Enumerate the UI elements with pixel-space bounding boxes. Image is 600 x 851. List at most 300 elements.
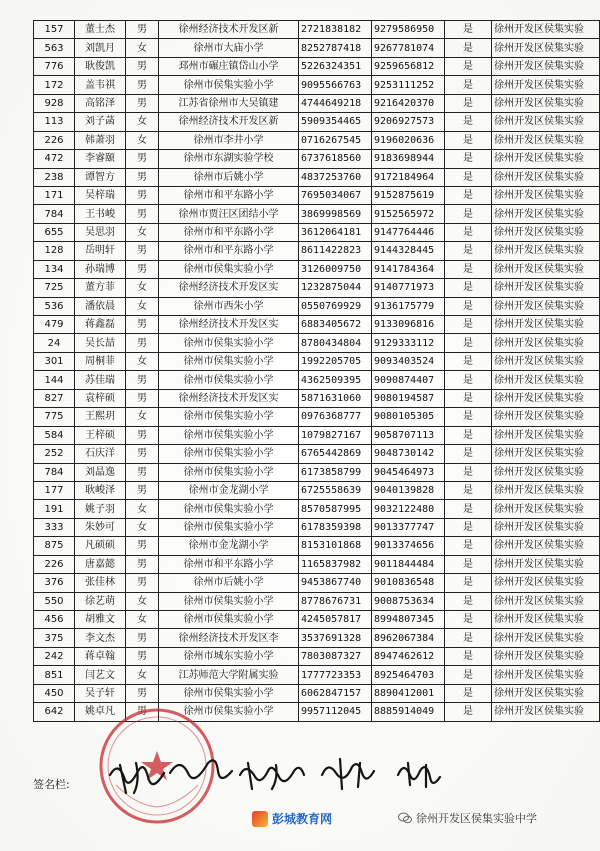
id-code-cell: 3869998569 bbox=[299, 205, 372, 223]
qualified-flag-cell: 是 bbox=[445, 39, 492, 57]
id-code-cell: 8153101868 bbox=[299, 537, 372, 555]
qualified-flag-cell: 是 bbox=[445, 426, 492, 444]
admitted-school-cell: 徐州开发区侯集实验 bbox=[492, 297, 600, 315]
student-number-cell: 144 bbox=[34, 371, 75, 389]
student-name-cell: 盖韦祺 bbox=[75, 76, 126, 94]
score-code-cell: 9136175779 bbox=[372, 297, 445, 315]
signature-label: 签名栏: bbox=[33, 778, 70, 791]
student-number-cell: 827 bbox=[34, 389, 75, 407]
score-code-cell: 9141784364 bbox=[372, 260, 445, 278]
qualified-flag-cell: 是 bbox=[445, 463, 492, 481]
student-name-cell: 徐艺萌 bbox=[75, 592, 126, 610]
student-number-cell: 479 bbox=[34, 316, 75, 334]
qualified-flag-cell: 是 bbox=[445, 389, 492, 407]
previous-school-cell: 徐州市侯集实验小学 bbox=[159, 463, 299, 481]
student-name-cell: 姚子羽 bbox=[75, 500, 126, 518]
student-number-cell: 242 bbox=[34, 647, 75, 665]
student-gender-cell: 男 bbox=[126, 334, 159, 352]
student-number-cell: 113 bbox=[34, 113, 75, 131]
score-code-cell: 8994807345 bbox=[372, 611, 445, 629]
admitted-school-cell: 徐州开发区侯集实验 bbox=[492, 223, 600, 241]
table-row bbox=[34, 408, 600, 426]
id-code-cell: 6173858799 bbox=[299, 463, 372, 481]
score-code-cell: 9147764446 bbox=[372, 223, 445, 241]
id-code-cell: 0716267545 bbox=[299, 131, 372, 149]
qualified-flag-cell: 是 bbox=[445, 371, 492, 389]
previous-school-cell: 徐州市侯集实验小学 bbox=[159, 703, 299, 721]
admitted-school-cell: 徐州开发区侯集实验 bbox=[492, 39, 600, 57]
table-row bbox=[34, 57, 600, 75]
previous-school-cell: 徐州市和平东路小学 bbox=[159, 555, 299, 573]
student-name-cell: 凡硕硕 bbox=[75, 537, 126, 555]
score-code-cell: 9008753634 bbox=[372, 592, 445, 610]
previous-school-cell: 徐州市后姚小学 bbox=[159, 168, 299, 186]
table-row bbox=[34, 389, 600, 407]
student-name-cell: 周桐菲 bbox=[75, 352, 126, 370]
student-name-cell: 张佳林 bbox=[75, 574, 126, 592]
table-row bbox=[34, 426, 600, 444]
id-code-cell: 5909354465 bbox=[299, 113, 372, 131]
student-number-cell: 128 bbox=[34, 242, 75, 260]
id-code-cell: 1992205705 bbox=[299, 352, 372, 370]
score-code-cell: 9032122480 bbox=[372, 500, 445, 518]
qualified-flag-cell: 是 bbox=[445, 168, 492, 186]
table-row bbox=[34, 76, 600, 94]
admitted-school-cell: 徐州开发区侯集实验 bbox=[492, 316, 600, 334]
id-code-cell: 1777723353 bbox=[299, 666, 372, 684]
id-code-cell: 9095566763 bbox=[299, 76, 372, 94]
student-name-cell: 唐嘉懿 bbox=[75, 555, 126, 573]
student-name-cell: 潘依晨 bbox=[75, 297, 126, 315]
student-number-cell: 252 bbox=[34, 445, 75, 463]
student-gender-cell: 男 bbox=[126, 481, 159, 499]
table-row bbox=[34, 186, 600, 204]
qualified-flag-cell: 是 bbox=[445, 518, 492, 536]
table-row bbox=[34, 666, 600, 684]
qualified-flag-cell: 是 bbox=[445, 408, 492, 426]
qualified-flag-cell: 是 bbox=[445, 297, 492, 315]
student-gender-cell: 女 bbox=[126, 500, 159, 518]
table-row bbox=[34, 574, 600, 592]
score-code-cell: 9140771973 bbox=[372, 279, 445, 297]
table-row bbox=[34, 21, 600, 39]
student-name-cell: 吴梓瑞 bbox=[75, 186, 126, 204]
admitted-school-cell: 徐州开发区侯集实验 bbox=[492, 76, 600, 94]
student-name-cell: 高铭泽 bbox=[75, 94, 126, 112]
admitted-school-cell: 徐州开发区侯集实验 bbox=[492, 518, 600, 536]
student-name-cell: 吴长喆 bbox=[75, 334, 126, 352]
previous-school-cell: 徐州市城东实验小学 bbox=[159, 647, 299, 665]
student-name-cell: 李睿颐 bbox=[75, 150, 126, 168]
admitted-school-cell: 徐州开发区侯集实验 bbox=[492, 445, 600, 463]
id-code-cell: 6765442869 bbox=[299, 445, 372, 463]
admitted-school-cell: 徐州开发区侯集实验 bbox=[492, 555, 600, 573]
table-row bbox=[34, 131, 600, 149]
admitted-school-cell: 徐州开发区侯集实验 bbox=[492, 371, 600, 389]
student-number-cell: 472 bbox=[34, 150, 75, 168]
student-name-cell: 苏佳瑞 bbox=[75, 371, 126, 389]
score-code-cell: 9172184964 bbox=[372, 168, 445, 186]
previous-school-cell: 徐州经济技术开发区实 bbox=[159, 316, 299, 334]
student-number-cell: 550 bbox=[34, 592, 75, 610]
table-row bbox=[34, 223, 600, 241]
qualified-flag-cell: 是 bbox=[445, 334, 492, 352]
previous-school-cell: 徐州市侯集实验小学 bbox=[159, 611, 299, 629]
id-code-cell: 5871631060 bbox=[299, 389, 372, 407]
qualified-flag-cell: 是 bbox=[445, 131, 492, 149]
score-code-cell: 9013377747 bbox=[372, 518, 445, 536]
previous-school-cell: 徐州市金龙湖小学 bbox=[159, 537, 299, 555]
admitted-school-cell: 徐州开发区侯集实验 bbox=[492, 574, 600, 592]
student-number-cell: 24 bbox=[34, 334, 75, 352]
score-code-cell: 9183698944 bbox=[372, 150, 445, 168]
table-row bbox=[34, 537, 600, 555]
admitted-school-cell: 徐州开发区侯集实验 bbox=[492, 21, 600, 39]
score-code-cell: 9152565972 bbox=[372, 205, 445, 223]
student-number-cell: 642 bbox=[34, 703, 75, 721]
score-code-cell: 9048730142 bbox=[372, 445, 445, 463]
score-code-cell: 9267781074 bbox=[372, 39, 445, 57]
admitted-school-cell: 徐州开发区侯集实验 bbox=[492, 666, 600, 684]
student-number-cell: 226 bbox=[34, 555, 75, 573]
student-number-cell: 450 bbox=[34, 684, 75, 702]
table-row bbox=[34, 205, 600, 223]
score-code-cell: 8890412001 bbox=[372, 684, 445, 702]
qualified-flag-cell: 是 bbox=[445, 94, 492, 112]
student-gender-cell: 男 bbox=[126, 76, 159, 94]
admitted-school-cell: 徐州开发区侯集实验 bbox=[492, 481, 600, 499]
previous-school-cell: 徐州经济技术开发区新 bbox=[159, 21, 299, 39]
table-row bbox=[34, 647, 600, 665]
student-name-cell: 吴思羽 bbox=[75, 223, 126, 241]
table-row bbox=[34, 242, 600, 260]
table-row bbox=[34, 592, 600, 610]
previous-school-cell: 徐州市和平东路小学 bbox=[159, 186, 299, 204]
student-gender-cell: 男 bbox=[126, 205, 159, 223]
qualified-flag-cell: 是 bbox=[445, 555, 492, 573]
handwritten-signatures bbox=[60, 735, 480, 815]
id-code-cell: 6178359398 bbox=[299, 518, 372, 536]
admitted-school-cell: 徐州开发区侯集实验 bbox=[492, 131, 600, 149]
student-gender-cell: 男 bbox=[126, 555, 159, 573]
wechat-account-name: 徐州开发区侯集实验中学 bbox=[416, 812, 537, 825]
previous-school-cell: 徐州市侯集实验小学 bbox=[159, 260, 299, 278]
admitted-school-cell: 徐州开发区侯集实验 bbox=[492, 334, 600, 352]
score-code-cell: 9045464973 bbox=[372, 463, 445, 481]
previous-school-cell: 徐州市东湖实验学校 bbox=[159, 150, 299, 168]
id-code-cell: 4837253760 bbox=[299, 168, 372, 186]
score-code-cell: 9152875619 bbox=[372, 186, 445, 204]
student-name-cell: 刘子菡 bbox=[75, 113, 126, 131]
student-name-cell: 闫艺文 bbox=[75, 666, 126, 684]
student-name-cell: 耿峻泽 bbox=[75, 481, 126, 499]
table-row bbox=[34, 316, 600, 334]
qualified-flag-cell: 是 bbox=[445, 76, 492, 94]
id-code-cell: 6737618560 bbox=[299, 150, 372, 168]
previous-school-cell: 徐州市侯集实验小学 bbox=[159, 334, 299, 352]
student-name-cell: 孙瑞博 bbox=[75, 260, 126, 278]
score-code-cell: 9011844484 bbox=[372, 555, 445, 573]
student-gender-cell: 男 bbox=[126, 445, 159, 463]
student-gender-cell: 女 bbox=[126, 131, 159, 149]
student-gender-cell: 男 bbox=[126, 389, 159, 407]
qualified-flag-cell: 是 bbox=[445, 352, 492, 370]
score-code-cell: 9080105305 bbox=[372, 408, 445, 426]
id-code-cell: 1165837982 bbox=[299, 555, 372, 573]
admitted-school-cell: 徐州开发区侯集实验 bbox=[492, 611, 600, 629]
student-name-cell: 刘晶逸 bbox=[75, 463, 126, 481]
student-number-cell: 333 bbox=[34, 518, 75, 536]
id-code-cell: 1232875044 bbox=[299, 279, 372, 297]
id-code-cell: 7695034067 bbox=[299, 186, 372, 204]
previous-school-cell: 徐州市侯集实验小学 bbox=[159, 408, 299, 426]
student-name-cell: 岳明轩 bbox=[75, 242, 126, 260]
student-gender-cell: 女 bbox=[126, 611, 159, 629]
student-name-cell: 王书峻 bbox=[75, 205, 126, 223]
table-row bbox=[34, 113, 600, 131]
previous-school-cell: 徐州市侯集实验小学 bbox=[159, 592, 299, 610]
id-code-cell: 4245057817 bbox=[299, 611, 372, 629]
qualified-flag-cell: 是 bbox=[445, 684, 492, 702]
student-gender-cell: 女 bbox=[126, 518, 159, 536]
student-gender-cell: 男 bbox=[126, 242, 159, 260]
admitted-school-cell: 徐州开发区侯集实验 bbox=[492, 647, 600, 665]
table-row bbox=[34, 260, 600, 278]
student-gender-cell: 男 bbox=[126, 537, 159, 555]
admitted-school-cell: 徐州开发区侯集实验 bbox=[492, 684, 600, 702]
qualified-flag-cell: 是 bbox=[445, 260, 492, 278]
id-code-cell: 8252787418 bbox=[299, 39, 372, 57]
student-gender-cell: 男 bbox=[126, 94, 159, 112]
score-code-cell: 9216420370 bbox=[372, 94, 445, 112]
admitted-school-cell: 徐州开发区侯集实验 bbox=[492, 408, 600, 426]
student-name-cell: 蒋鑫磊 bbox=[75, 316, 126, 334]
student-gender-cell: 女 bbox=[126, 279, 159, 297]
previous-school-cell: 邳州市碾庄镇岱山小学 bbox=[159, 57, 299, 75]
qualified-flag-cell: 是 bbox=[445, 611, 492, 629]
student-number-cell: 655 bbox=[34, 223, 75, 241]
student-gender-cell: 女 bbox=[126, 223, 159, 241]
table-row bbox=[34, 94, 600, 112]
wechat-icon bbox=[398, 812, 412, 824]
previous-school-cell: 徐州市侯集实验小学 bbox=[159, 500, 299, 518]
admitted-school-cell: 徐州开发区侯集实验 bbox=[492, 94, 600, 112]
previous-school-cell: 徐州市侯集实验小学 bbox=[159, 426, 299, 444]
score-code-cell: 9196020636 bbox=[372, 131, 445, 149]
score-code-cell: 9058707113 bbox=[372, 426, 445, 444]
id-code-cell: 4362509395 bbox=[299, 371, 372, 389]
score-code-cell: 9090874407 bbox=[372, 371, 445, 389]
student-number-cell: 171 bbox=[34, 186, 75, 204]
previous-school-cell: 江苏省徐州市大吴镇建 bbox=[159, 94, 299, 112]
qualified-flag-cell: 是 bbox=[445, 205, 492, 223]
id-code-cell: 9957112045 bbox=[299, 703, 372, 721]
score-code-cell: 8947462612 bbox=[372, 647, 445, 665]
student-name-cell: 董方菲 bbox=[75, 279, 126, 297]
student-gender-cell: 男 bbox=[126, 574, 159, 592]
id-code-cell: 9453867740 bbox=[299, 574, 372, 592]
site-logo-text: 彭城教育网 bbox=[272, 812, 333, 826]
admitted-school-cell: 徐州开发区侯集实验 bbox=[492, 168, 600, 186]
table-row bbox=[34, 518, 600, 536]
score-code-cell: 9080194587 bbox=[372, 389, 445, 407]
student-number-cell: 456 bbox=[34, 611, 75, 629]
student-gender-cell: 男 bbox=[126, 703, 159, 721]
score-code-cell: 9093403524 bbox=[372, 352, 445, 370]
wechat-account bbox=[398, 810, 537, 826]
student-gender-cell: 男 bbox=[126, 21, 159, 39]
table-row bbox=[34, 371, 600, 389]
previous-school-cell: 徐州市李井小学 bbox=[159, 131, 299, 149]
student-name-cell: 姚卓凡 bbox=[75, 703, 126, 721]
score-code-cell: 8962067384 bbox=[372, 629, 445, 647]
table-row bbox=[34, 352, 600, 370]
student-name-cell: 董士杰 bbox=[75, 21, 126, 39]
student-number-cell: 376 bbox=[34, 574, 75, 592]
student-number-cell: 226 bbox=[34, 131, 75, 149]
student-gender-cell: 男 bbox=[126, 463, 159, 481]
student-number-cell: 563 bbox=[34, 39, 75, 57]
admitted-school-cell: 徐州开发区侯集实验 bbox=[492, 500, 600, 518]
student-name-cell: 朱妙可 bbox=[75, 518, 126, 536]
qualified-flag-cell: 是 bbox=[445, 150, 492, 168]
previous-school-cell: 徐州市侯集实验小学 bbox=[159, 684, 299, 702]
student-gender-cell: 男 bbox=[126, 57, 159, 75]
student-gender-cell: 女 bbox=[126, 592, 159, 610]
table-row bbox=[34, 463, 600, 481]
student-number-cell: 375 bbox=[34, 629, 75, 647]
qualified-flag-cell: 是 bbox=[445, 242, 492, 260]
student-name-cell: 谭智方 bbox=[75, 168, 126, 186]
student-number-cell: 725 bbox=[34, 279, 75, 297]
table-row bbox=[34, 684, 600, 702]
qualified-flag-cell: 是 bbox=[445, 647, 492, 665]
table-row bbox=[34, 150, 600, 168]
student-gender-cell: 男 bbox=[126, 150, 159, 168]
previous-school-cell: 徐州市金龙湖小学 bbox=[159, 481, 299, 499]
student-number-cell: 191 bbox=[34, 500, 75, 518]
id-code-cell: 6062847157 bbox=[299, 684, 372, 702]
admitted-school-cell: 徐州开发区侯集实验 bbox=[492, 57, 600, 75]
previous-school-cell: 徐州市侯集实验小学 bbox=[159, 518, 299, 536]
admitted-school-cell: 徐州开发区侯集实验 bbox=[492, 150, 600, 168]
student-number-cell: 776 bbox=[34, 57, 75, 75]
student-gender-cell: 男 bbox=[126, 371, 159, 389]
previous-school-cell: 江苏师范大学附属实验 bbox=[159, 666, 299, 684]
qualified-flag-cell: 是 bbox=[445, 666, 492, 684]
qualified-flag-cell: 是 bbox=[445, 629, 492, 647]
admitted-school-cell: 徐州开发区侯集实验 bbox=[492, 537, 600, 555]
student-roster-table bbox=[33, 20, 600, 722]
score-code-cell: 9013374656 bbox=[372, 537, 445, 555]
previous-school-cell: 徐州市大庙小学 bbox=[159, 39, 299, 57]
admitted-school-cell: 徐州开发区侯集实验 bbox=[492, 279, 600, 297]
student-gender-cell: 男 bbox=[126, 316, 159, 334]
student-gender-cell: 男 bbox=[126, 168, 159, 186]
id-code-cell: 7803087327 bbox=[299, 647, 372, 665]
score-code-cell: 9144328445 bbox=[372, 242, 445, 260]
student-gender-cell: 男 bbox=[126, 426, 159, 444]
score-code-cell: 9253111252 bbox=[372, 76, 445, 94]
student-number-cell: 775 bbox=[34, 408, 75, 426]
student-gender-cell: 女 bbox=[126, 113, 159, 131]
admitted-school-cell: 徐州开发区侯集实验 bbox=[492, 352, 600, 370]
table-row bbox=[34, 611, 600, 629]
student-number-cell: 851 bbox=[34, 666, 75, 684]
admitted-school-cell: 徐州开发区侯集实验 bbox=[492, 113, 600, 131]
admitted-school-cell: 徐州开发区侯集实验 bbox=[492, 463, 600, 481]
student-gender-cell: 女 bbox=[126, 408, 159, 426]
student-name-cell: 石庆洋 bbox=[75, 445, 126, 463]
qualified-flag-cell: 是 bbox=[445, 537, 492, 555]
student-gender-cell: 女 bbox=[126, 352, 159, 370]
student-number-cell: 238 bbox=[34, 168, 75, 186]
id-code-cell: 8570587995 bbox=[299, 500, 372, 518]
score-code-cell: 9259656812 bbox=[372, 57, 445, 75]
student-gender-cell: 男 bbox=[126, 684, 159, 702]
site-logo-icon bbox=[252, 811, 268, 827]
id-code-cell: 8780434804 bbox=[299, 334, 372, 352]
admitted-school-cell: 徐州开发区侯集实验 bbox=[492, 703, 600, 721]
qualified-flag-cell: 是 bbox=[445, 279, 492, 297]
table-row bbox=[34, 39, 600, 57]
qualified-flag-cell: 是 bbox=[445, 186, 492, 204]
previous-school-cell: 徐州市后姚小学 bbox=[159, 574, 299, 592]
admitted-school-cell: 徐州开发区侯集实验 bbox=[492, 592, 600, 610]
qualified-flag-cell: 是 bbox=[445, 57, 492, 75]
student-gender-cell: 女 bbox=[126, 39, 159, 57]
qualified-flag-cell: 是 bbox=[445, 574, 492, 592]
previous-school-cell: 徐州经济技术开发区新 bbox=[159, 113, 299, 131]
score-code-cell: 9010836548 bbox=[372, 574, 445, 592]
table-row bbox=[34, 445, 600, 463]
previous-school-cell: 徐州市和平东路小学 bbox=[159, 242, 299, 260]
qualified-flag-cell: 是 bbox=[445, 113, 492, 131]
student-name-cell: 李文杰 bbox=[75, 629, 126, 647]
student-name-cell: 吴子轩 bbox=[75, 684, 126, 702]
previous-school-cell: 徐州市和平东路小学 bbox=[159, 223, 299, 241]
student-number-cell: 134 bbox=[34, 260, 75, 278]
student-number-cell: 301 bbox=[34, 352, 75, 370]
previous-school-cell: 徐州市侯集实验小学 bbox=[159, 371, 299, 389]
qualified-flag-cell: 是 bbox=[445, 445, 492, 463]
admitted-school-cell: 徐州开发区侯集实验 bbox=[492, 260, 600, 278]
id-code-cell: 6725558639 bbox=[299, 481, 372, 499]
qualified-flag-cell: 是 bbox=[445, 500, 492, 518]
score-code-cell: 9040139828 bbox=[372, 481, 445, 499]
id-code-cell: 3612064181 bbox=[299, 223, 372, 241]
admitted-school-cell: 徐州开发区侯集实验 bbox=[492, 186, 600, 204]
score-code-cell: 9129333112 bbox=[372, 334, 445, 352]
qualified-flag-cell: 是 bbox=[445, 481, 492, 499]
previous-school-cell: 徐州经济技术开发区实 bbox=[159, 279, 299, 297]
id-code-cell: 4744649218 bbox=[299, 94, 372, 112]
student-number-cell: 584 bbox=[34, 426, 75, 444]
id-code-cell: 8611422823 bbox=[299, 242, 372, 260]
student-number-cell: 928 bbox=[34, 94, 75, 112]
student-gender-cell: 女 bbox=[126, 297, 159, 315]
student-name-cell: 袁梓硕 bbox=[75, 389, 126, 407]
id-code-cell: 0550769929 bbox=[299, 297, 372, 315]
table-row bbox=[34, 297, 600, 315]
qualified-flag-cell: 是 bbox=[445, 21, 492, 39]
student-gender-cell: 男 bbox=[126, 186, 159, 204]
id-code-cell: 0976368777 bbox=[299, 408, 372, 426]
previous-school-cell: 徐州市侯集实验小学 bbox=[159, 352, 299, 370]
id-code-cell: 1079827167 bbox=[299, 426, 372, 444]
previous-school-cell: 徐州市侯集实验小学 bbox=[159, 445, 299, 463]
student-name-cell: 王熙玥 bbox=[75, 408, 126, 426]
